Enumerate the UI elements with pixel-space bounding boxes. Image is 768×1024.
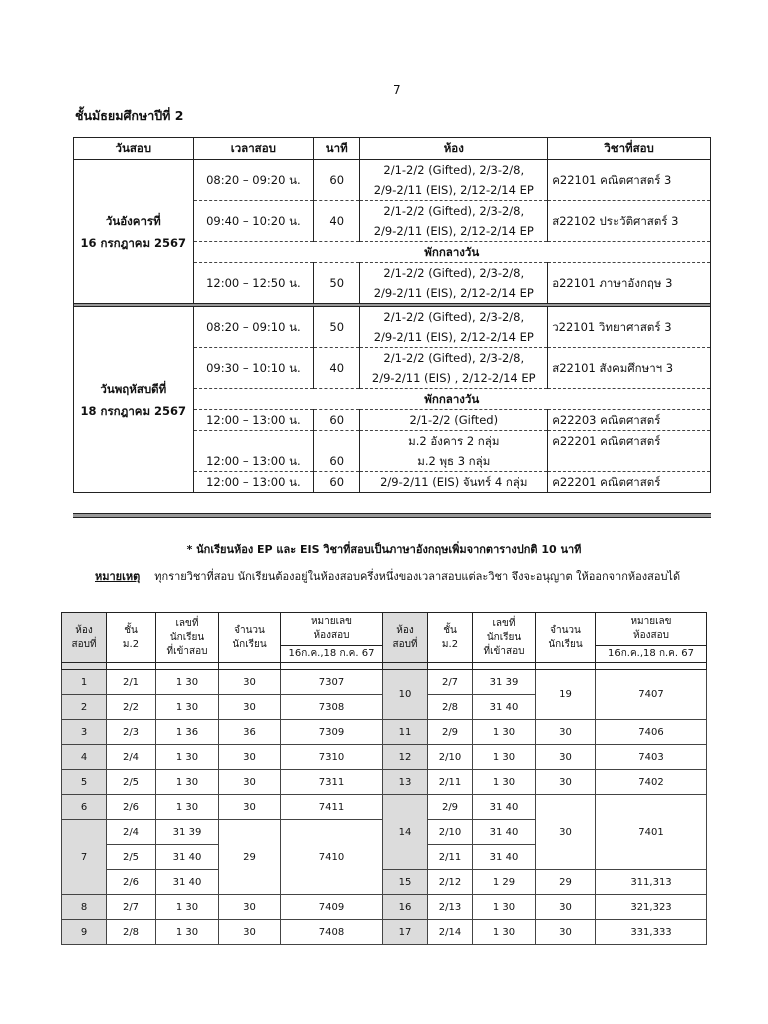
lunch-break: พักกลางวัน <box>193 242 710 263</box>
table-row <box>62 720 707 745</box>
room-line: 2/9-2/11 (EIS), 2/12-2/14 EP <box>373 183 534 197</box>
class: 2/6 <box>107 795 156 820</box>
seat-range: 31 40 <box>473 845 536 870</box>
room-number: 6 <box>62 795 107 820</box>
seat-range: 1 36 <box>156 720 219 745</box>
seat-range: 1 30 <box>156 920 219 945</box>
class: 2/12 <box>428 870 473 895</box>
seat-range: 31 39 <box>156 820 219 845</box>
header-seat: เลขที่ นักเรียน ที่เข้าสอบ <box>156 613 219 663</box>
exam-minutes: 60 <box>314 431 360 472</box>
remark-text: ทุกรายวิชาที่สอบ นักเรียนต้องอยู่ในห้องสอบครึ่งหนึ่งของเวลาสอบแต่ละวิชา จึงจะอนุญาต ให้ออกจากห้องสอบได้ <box>154 570 681 583</box>
class: 2/7 <box>428 670 473 695</box>
student-count: 30 <box>219 895 281 920</box>
student-count: 30 <box>536 770 596 795</box>
exam-minutes: 60 <box>314 160 360 201</box>
col-header-subject: วิชาที่สอบ <box>548 138 711 160</box>
exam-subject: ส22102 ประวัติศาสตร์ 3 <box>548 201 711 242</box>
exam-room-number: 321,323 <box>596 895 707 920</box>
seat-range: 1 30 <box>473 895 536 920</box>
class: 2/4 <box>107 745 156 770</box>
header-room: ห้อง สอบที่ <box>383 613 428 663</box>
exam-rooms <box>360 160 548 201</box>
exam-day-label: วันอังคารที่ <box>105 213 161 228</box>
exam-minutes: 60 <box>314 472 360 493</box>
class: 2/14 <box>428 920 473 945</box>
seat-range: 31 40 <box>156 845 219 870</box>
seat-range: 1 30 <box>473 720 536 745</box>
header-grade: ชั้น ม.2 <box>428 613 473 663</box>
exam-room-number: 7307 <box>281 670 383 695</box>
room-line: 2/1-2/2 (Gifted), 2/3-2/8, <box>383 163 525 177</box>
room-number: 15 <box>383 870 428 895</box>
exam-minutes: 60 <box>314 410 360 431</box>
student-count: 30 <box>219 670 281 695</box>
exam-rooms <box>360 307 548 348</box>
table-row <box>62 745 707 770</box>
room-header-row <box>62 613 707 646</box>
exam-subject: ค22201 คณิตศาสตร์ <box>548 431 711 472</box>
room-number: 14 <box>383 795 428 870</box>
seat-range: 31 40 <box>473 695 536 720</box>
class: 2/8 <box>107 920 156 945</box>
exam-room-number: 7403 <box>596 745 707 770</box>
student-count: 30 <box>536 720 596 745</box>
exam-subject: ค22101 คณิตศาสตร์ 3 <box>548 160 711 201</box>
student-count: 30 <box>219 795 281 820</box>
room-line: ม.2 อังคาร 2 กลุ่ม <box>408 434 500 448</box>
student-count: 30 <box>219 770 281 795</box>
exam-rooms: 2/1-2/2 (Gifted) <box>360 410 548 431</box>
exam-room-number: 7410 <box>281 820 383 895</box>
class: 2/9 <box>428 720 473 745</box>
col-header-date: วันสอบ <box>74 138 194 160</box>
seat-range: 1 30 <box>473 745 536 770</box>
room-line: 2/1-2/2 (Gifted), 2/3-2/8, <box>383 351 525 365</box>
room-number: 17 <box>383 920 428 945</box>
header-room: ห้อง สอบที่ <box>62 613 107 663</box>
seat-range: 31 39 <box>473 670 536 695</box>
exam-minutes: 50 <box>314 263 360 304</box>
exam-room-number: 7411 <box>281 795 383 820</box>
col-header-time: เวลาสอบ <box>193 138 314 160</box>
room-line: 2/1-2/2 (Gifted), 2/3-2/8, <box>383 266 525 280</box>
exam-room-number: 7401 <box>596 795 707 870</box>
class: 2/10 <box>428 745 473 770</box>
room-number: 12 <box>383 745 428 770</box>
table-row <box>62 895 707 920</box>
room-number: 9 <box>62 920 107 945</box>
exam-room-number: 7309 <box>281 720 383 745</box>
exam-room-number: 7406 <box>596 720 707 745</box>
remark <box>95 567 680 585</box>
col-header-room: ห้อง <box>360 138 548 160</box>
class: 2/9 <box>428 795 473 820</box>
class: 2/5 <box>107 770 156 795</box>
room-line: 2/9-2/11 (EIS) , 2/12-2/14 EP <box>371 371 536 385</box>
seat-range: 1 29 <box>473 870 536 895</box>
exam-time: 09:40 – 10:20 น. <box>193 201 314 242</box>
room-number: 1 <box>62 670 107 695</box>
exam-room-number: 331,333 <box>596 920 707 945</box>
seat-range: 31 40 <box>473 820 536 845</box>
room-assignment-table <box>61 612 707 945</box>
exam-time: 12:00 – 12:50 น. <box>193 263 314 304</box>
class: 2/6 <box>107 870 156 895</box>
seat-range: 31 40 <box>473 795 536 820</box>
seat-range: 1 30 <box>473 920 536 945</box>
class: 2/3 <box>107 720 156 745</box>
header-count: จำนวน นักเรียน <box>219 613 281 663</box>
table-row <box>62 920 707 945</box>
student-count: 30 <box>536 745 596 770</box>
header-count: จำนวน นักเรียน <box>536 613 596 663</box>
exam-room-number: 7310 <box>281 745 383 770</box>
class: 2/8 <box>428 695 473 720</box>
exam-rooms <box>360 201 548 242</box>
room-number: 11 <box>383 720 428 745</box>
room-line: 2/9-2/11 (EIS), 2/12-2/14 EP <box>373 330 534 344</box>
exam-room-number: 7402 <box>596 770 707 795</box>
class: 2/11 <box>428 770 473 795</box>
exam-subject: อ22101 ภาษาอังกฤษ 3 <box>548 263 711 304</box>
seat-range: 1 30 <box>156 670 219 695</box>
exam-schedule-table <box>73 137 711 493</box>
table-row <box>62 770 707 795</box>
room-number: 16 <box>383 895 428 920</box>
section-title: ชั้นมัธยมศึกษาปีที่ 2 <box>75 108 184 123</box>
schedule-row <box>74 160 711 201</box>
student-count: 30 <box>536 895 596 920</box>
student-count: 36 <box>219 720 281 745</box>
class: 2/2 <box>107 695 156 720</box>
room-number: 10 <box>383 670 428 720</box>
exam-time: 09:30 – 10:10 น. <box>193 348 314 389</box>
header-exam-room: หมายเลข ห้องสอบ <box>596 613 707 646</box>
exam-day-cell <box>74 307 194 493</box>
seat-range: 1 30 <box>156 770 219 795</box>
class: 2/7 <box>107 895 156 920</box>
student-count: 30 <box>536 795 596 870</box>
exam-time: 12:00 – 13:00 น. <box>193 431 314 472</box>
exam-room-number: 7407 <box>596 670 707 720</box>
header-grade: ชั้น ม.2 <box>107 613 156 663</box>
exam-minutes: 40 <box>314 348 360 389</box>
schedule-header-row <box>74 138 711 160</box>
class: 2/5 <box>107 845 156 870</box>
exam-room-number: 7408 <box>281 920 383 945</box>
seat-range: 31 40 <box>156 870 219 895</box>
seat-range: 1 30 <box>156 695 219 720</box>
student-count: 30 <box>536 920 596 945</box>
table-row <box>62 870 707 895</box>
header-date: 16ก.ค.,18 ก.ค. 67 <box>281 646 383 663</box>
exam-minutes: 50 <box>314 307 360 348</box>
class: 2/4 <box>107 820 156 845</box>
exam-rooms: 2/9-2/11 (EIS) จันทร์ 4 กลุ่ม <box>360 472 548 493</box>
room-number: 7 <box>62 820 107 895</box>
room-number: 5 <box>62 770 107 795</box>
room-line: ม.2 พุธ 3 กลุ่ม <box>417 454 491 468</box>
exam-day-date: 16 กรกฎาคม 2567 <box>80 235 187 250</box>
exam-time: 08:20 – 09:20 น. <box>193 160 314 201</box>
exam-rooms <box>360 348 548 389</box>
header-gap <box>62 663 707 670</box>
seat-range: 1 30 <box>156 795 219 820</box>
header-exam-room: หมายเลข ห้องสอบ <box>281 613 383 646</box>
seat-range: 1 30 <box>156 895 219 920</box>
exam-room-number: 7311 <box>281 770 383 795</box>
exam-subject: ว22101 วิทยาศาสตร์ 3 <box>548 307 711 348</box>
exam-time: 12:00 – 13:00 น. <box>193 410 314 431</box>
student-count: 29 <box>536 870 596 895</box>
exam-minutes: 40 <box>314 201 360 242</box>
room-number: 13 <box>383 770 428 795</box>
lunch-break: พักกลางวัน <box>193 389 710 410</box>
exam-subject: ส22101 สังคมศึกษาฯ 3 <box>548 348 711 389</box>
room-number: 8 <box>62 895 107 920</box>
room-line: 2/1-2/2 (Gifted), 2/3-2/8, <box>383 310 525 324</box>
room-line: 2/1-2/2 (Gifted), 2/3-2/8, <box>383 204 525 218</box>
exam-subject: ค22201 คณิตศาสตร์ <box>548 472 711 493</box>
student-count: 30 <box>219 695 281 720</box>
exam-room-number: 7308 <box>281 695 383 720</box>
student-count: 30 <box>219 745 281 770</box>
exam-room-number: 311,313 <box>596 870 707 895</box>
exam-time: 08:20 – 09:10 น. <box>193 307 314 348</box>
col-header-minutes: นาที <box>314 138 360 160</box>
student-count: 29 <box>219 820 281 895</box>
remark-label: หมายเหตุ <box>95 570 141 583</box>
page-number: 7 <box>393 83 401 97</box>
room-number: 2 <box>62 695 107 720</box>
exam-time: 12:00 – 13:00 น. <box>193 472 314 493</box>
exam-subject: ค22203 คณิตศาสตร์ <box>548 410 711 431</box>
room-line: 2/9-2/11 (EIS), 2/12-2/14 EP <box>373 224 534 238</box>
exam-rooms <box>360 263 548 304</box>
room-line: 2/9-2/11 (EIS), 2/12-2/14 EP <box>373 286 534 300</box>
header-date: 16ก.ค.,18 ก.ค. 67 <box>596 646 707 663</box>
table-row <box>62 795 707 820</box>
seat-range: 1 30 <box>156 745 219 770</box>
exam-day-cell <box>74 160 194 304</box>
class: 2/1 <box>107 670 156 695</box>
table-row <box>62 670 707 695</box>
ep-eis-note: * นักเรียนห้อง EP และ EIS วิชาที่สอบเป็นภาษาอังกฤษเพิ่มจากตารางปกติ 10 นาที <box>186 543 582 556</box>
class: 2/10 <box>428 820 473 845</box>
class: 2/13 <box>428 895 473 920</box>
student-count: 19 <box>536 670 596 720</box>
room-number: 4 <box>62 745 107 770</box>
exam-day-label: วันพฤหัสบดีที่ <box>100 381 167 396</box>
exam-room-number: 7409 <box>281 895 383 920</box>
table-bottom-rule <box>73 513 711 518</box>
schedule-row <box>74 307 711 348</box>
exam-rooms <box>360 431 548 472</box>
class: 2/11 <box>428 845 473 870</box>
student-count: 30 <box>219 920 281 945</box>
header-seat: เลขที่ นักเรียน ที่เข้าสอบ <box>473 613 536 663</box>
room-number: 3 <box>62 720 107 745</box>
seat-range: 1 30 <box>473 770 536 795</box>
exam-day-date: 18 กรกฎาคม 2567 <box>80 403 187 418</box>
